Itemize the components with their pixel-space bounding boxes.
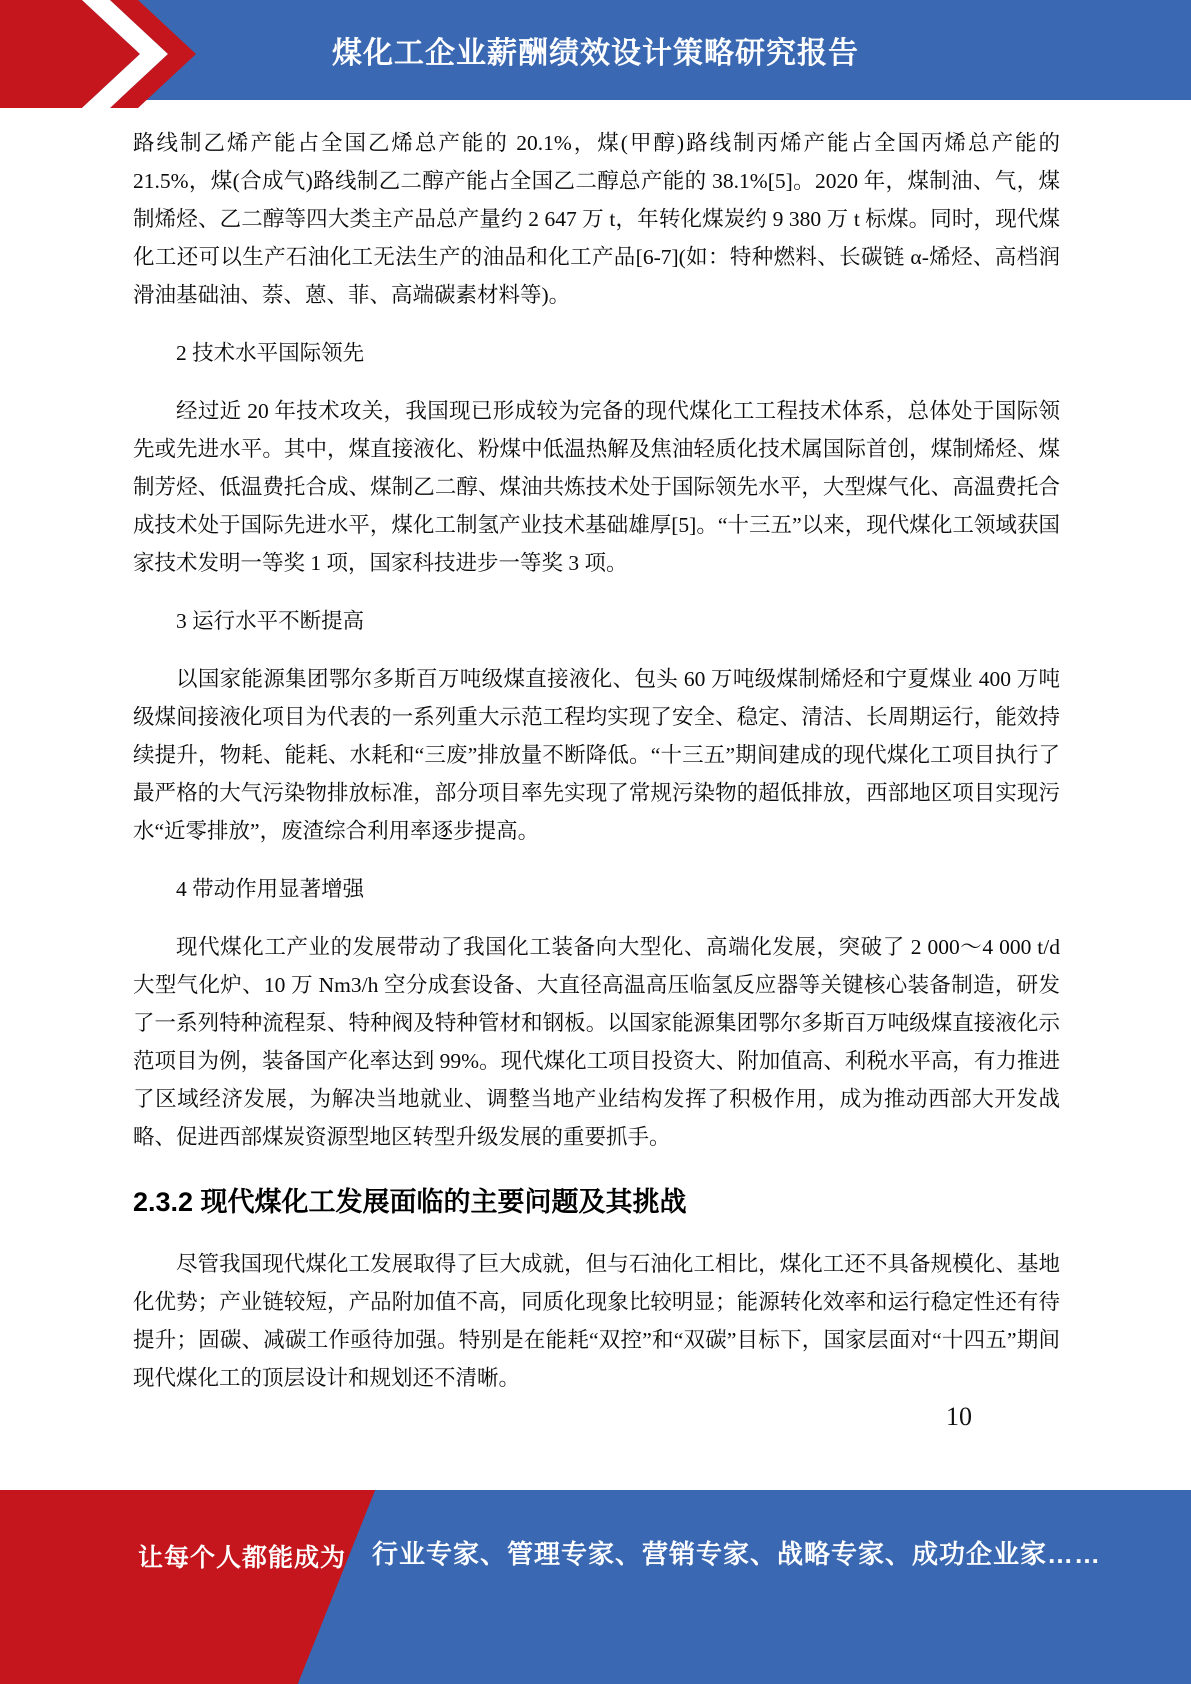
report-title: 煤化工企业薪酬绩效设计策略研究报告: [332, 37, 859, 70]
paragraph: 尽管我国现代煤化工发展取得了巨大成就，但与石油化工相比，煤化工还不具备规模化、基地化优势；产业链较短，产品附加值不高，同质化现象比较明显；能源转化效率和运行稳定性还有待提升；固碳、减碳工作亟待加强。特别是在能耗“双控”和“双碳”目标下，国家层面对“十四五”期间现代煤化工的顶层设计和规划还不清晰。: [133, 1251, 1060, 1390]
document-body: [133, 124, 1060, 1397]
page-footer: [0, 1490, 1191, 1684]
subsection-heading: 4 带动作用显著增强: [176, 877, 365, 901]
page-number: 10: [946, 1402, 972, 1431]
subsection-heading: 3 运行水平不断提高: [176, 609, 365, 633]
page-header: [0, 0, 1191, 100]
paragraph: 经过近 20 年技术攻关，我国现已形成较为完备的现代煤化工工程技术体系，总体处于国际领先或先进水平。其中，煤直接液化、粉煤中低温热解及焦油轻质化技术属国际首创，煤制烯烃、煤制芳烃、低温费托合成、煤制乙二醇、煤油共炼技术处于国际领先水平，大型煤气化、高温费托合成技术处于国际先进水平，煤化工制氢产业技术基础雄厚[5]。“十三五”以来，现代煤化工领域获国家技术发明一等奖 1 项，国家科技进步一等奖 3 项。: [133, 399, 1060, 575]
subsection-heading: 2 技术水平国际领先: [176, 341, 365, 365]
footer-slogan-left: 让每个人都能成为: [138, 1544, 347, 1572]
chevron-right-icon: [0, 0, 200, 114]
paragraph: 现代煤化工产业的发展带动了我国化工装备向大型化、高端化发展，突破了 2 000～4 000 t/d 大型气化炉、10 万 Nm3/h 空分成套设备、大直径高温高压临氢反应器等关键核心装备制造，研发了一系列特种流程泵、特种阀及特种管材和钢板。以国家能源集团鄂尔多斯百万吨级煤直接液化示范项目为例，装备国产化率达到 99%。现代煤化工项目投资大、附加值高、利税水平高，有力推进了区域经济发展，为解决当地就业、调整当地产业结构发挥了积极作用，成为推动西部大开发战略、促进西部煤炭资源型地区转型升级发展的重要抓手。: [133, 935, 1060, 1149]
paragraph: 路线制乙烯产能占全国乙烯总产能的 20.1%，煤(甲醇)路线制丙烯产能占全国丙烯总产能的 21.5%，煤(合成气)路线制乙二醇产能占全国乙二醇总产能的 38.1%[5]。2020 年，煤制油、气，煤制烯烃、乙二醇等四大类主产品总产量约 2 647 万 t，年转化煤炭约 9 380 万 t 标煤。同时，现代煤化工还可以生产石油化工无法生产的油品和化工产品[6-7](如：特种燃料、长碳链 α-烯烃、高档润滑油基础油、萘、蒽、菲、高端碳素材料等)。: [133, 131, 1060, 307]
section-heading: 2.3.2 现代煤化工发展面临的主要问题及其挑战: [133, 1187, 687, 1217]
paragraph: 以国家能源集团鄂尔多斯百万吨级煤直接液化、包头 60 万吨级煤制烯烃和宁夏煤业 400 万吨级煤间接液化项目为代表的一系列重大示范工程均实现了安全、稳定、清洁、长周期运行，能效持续提升，物耗、能耗、水耗和“三废”排放量不断降低。“十三五”期间建成的现代煤化工项目执行了最严格的大气污染物排放标准，部分项目率先实现了常规污染物的超低排放，西部地区项目实现污水“近零排放”，废渣综合利用率逐步提高。: [133, 667, 1060, 843]
footer-slogan-right: 行业专家、管理专家、营销专家、战略专家、成功企业家……: [372, 1539, 1102, 1569]
